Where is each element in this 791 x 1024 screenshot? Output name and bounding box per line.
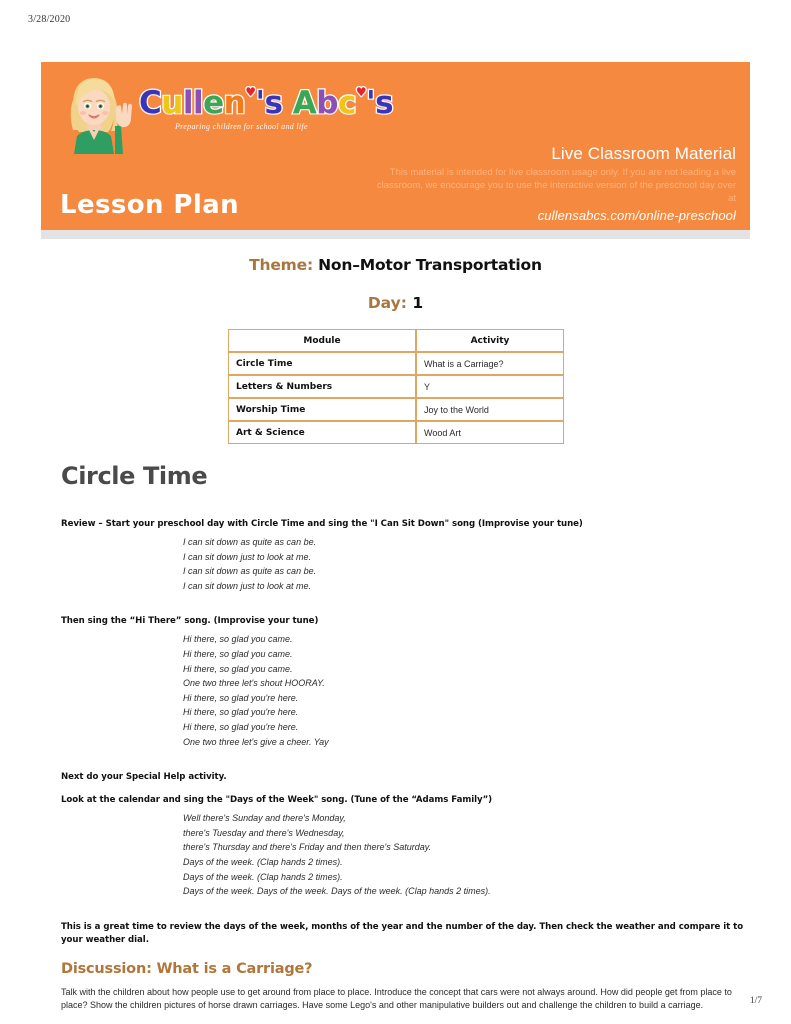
column-header-module: Module — [228, 329, 416, 352]
review-heading: Review – Start your preschool day with Circle Time and sing the "I Can Sit Down" song (Improvise your tune) — [61, 519, 583, 529]
sit-down-lyrics — [183, 535, 751, 593]
lyric-line: Hi there, so glad you're here. — [183, 721, 299, 732]
table-row — [228, 352, 564, 375]
online-preschool-url[interactable]: cullensabcs.com/online-preschool — [537, 208, 736, 223]
day-label: Day: — [367, 294, 407, 312]
lyric-line: One two three let's shout HOORAY. — [183, 678, 325, 689]
wordmark-block — [139, 85, 394, 131]
day-value: 1 — [412, 294, 424, 312]
cell-module: Art & Science — [228, 421, 416, 444]
live-classroom-body: This material is intended for live classroom usage only. If you are not leading a live classroom, we encourage you to use the interactive version of the preschool day over at — [376, 167, 736, 204]
lyric-line: there's Thursday and there's Friday and then there's Saturday. — [183, 842, 432, 853]
hi-there-heading: Then sing the “Hi There” song. (Improvise your tune) — [61, 616, 319, 627]
cell-module: Circle Time — [228, 352, 416, 375]
lyric-line: Well there's Sunday and there's Monday, — [183, 813, 346, 824]
page-banner — [41, 62, 750, 230]
cell-module: Letters & Numbers — [228, 375, 416, 398]
lyric-line: I can sit down just to look at me. — [183, 551, 312, 562]
table-row — [228, 398, 564, 421]
banner-title: Lesson Plan — [60, 190, 239, 220]
live-classroom-notice — [376, 144, 736, 223]
table-row — [228, 375, 564, 398]
calendar-heading: Look at the calendar and sing the "Days of the Week" song. (Tune of the “Adams Family”) — [61, 795, 493, 806]
cell-activity: What is a Carriage? — [416, 352, 564, 375]
cell-activity: Y — [416, 375, 564, 398]
lyric-line: Days of the week. (Clap hands 2 times). — [183, 856, 343, 867]
table-row — [228, 421, 564, 444]
brand-tagline: Preparing children for school and life — [175, 122, 308, 131]
module-activity-table — [228, 329, 564, 444]
discussion-heading: Discussion: What is a Carriage? — [61, 960, 313, 977]
hi-there-lyrics — [183, 632, 751, 749]
brand-logo — [59, 74, 393, 154]
lyric-line: I can sit down as quite as can be. — [183, 537, 317, 547]
lyric-line: Days of the week. Days of the week. Days of the week. (Clap hands 2 times). — [183, 886, 491, 897]
lyric-line: Days of the week. (Clap hands 2 times). — [183, 871, 343, 882]
lyric-line: I can sit down as quite as can be. — [183, 566, 317, 577]
lesson-content — [61, 462, 751, 1013]
heart-icon: ♥ — [245, 85, 256, 99]
review-note: This is a great time to review the days of the week, months of the year and the number of the day. Then check the weather and compare it to your weather dial. — [61, 921, 744, 946]
banner-underbar — [41, 230, 750, 239]
spacer — [61, 593, 751, 615]
lyric-line: I can sit down just to look at me. — [183, 580, 312, 591]
cell-module: Worship Time — [228, 398, 416, 421]
column-header-activity: Activity — [416, 329, 564, 352]
theme-line — [0, 256, 791, 274]
page-title: Circle Time — [61, 462, 208, 490]
lyric-line: One two three let's give a cheer. Yay — [183, 736, 329, 747]
special-help-line: Next do your Special Help activity. — [61, 772, 227, 783]
page-number: 1/7 — [749, 996, 762, 1006]
teacher-avatar-icon — [59, 74, 135, 154]
heart-icon-2: ♥ — [355, 85, 367, 99]
discussion-body: Talk with the children about how people use to get around from place to place. Introduce the concept that cars were not always around. How did people get from place to place? Show the children pictures of horse drawn carriages. Have some Lego's and other manipulative builders out and challenge the children to build a carriage. — [61, 986, 732, 1011]
print-date: 3/28/2020 — [28, 14, 71, 25]
days-of-week-lyrics — [183, 811, 751, 899]
theme-label: Theme: — [249, 256, 313, 274]
theme-value: Non–Motor Transportation — [318, 256, 542, 274]
spacer — [61, 899, 751, 921]
live-classroom-heading: Live Classroom Material — [551, 144, 736, 163]
cell-activity: Wood Art — [416, 421, 564, 444]
lyric-line: Hi there, so glad you came. — [183, 634, 293, 645]
lyric-line: Hi there, so glad you came. — [183, 648, 293, 659]
lyric-line: there's Tuesday and there's Wednesday, — [183, 827, 345, 838]
day-line — [0, 294, 791, 312]
spacer — [61, 749, 751, 771]
cell-activity: Joy to the World — [416, 398, 564, 421]
lyric-line: Hi there, so glad you came. — [183, 663, 293, 674]
table-header-row — [228, 329, 564, 352]
brand-wordmark: Cullen♥'s Abc♥'s — [139, 85, 394, 121]
lyric-line: Hi there, so glad you're here. — [183, 692, 299, 703]
lyric-line: Hi there, so glad you're here. — [183, 707, 299, 718]
